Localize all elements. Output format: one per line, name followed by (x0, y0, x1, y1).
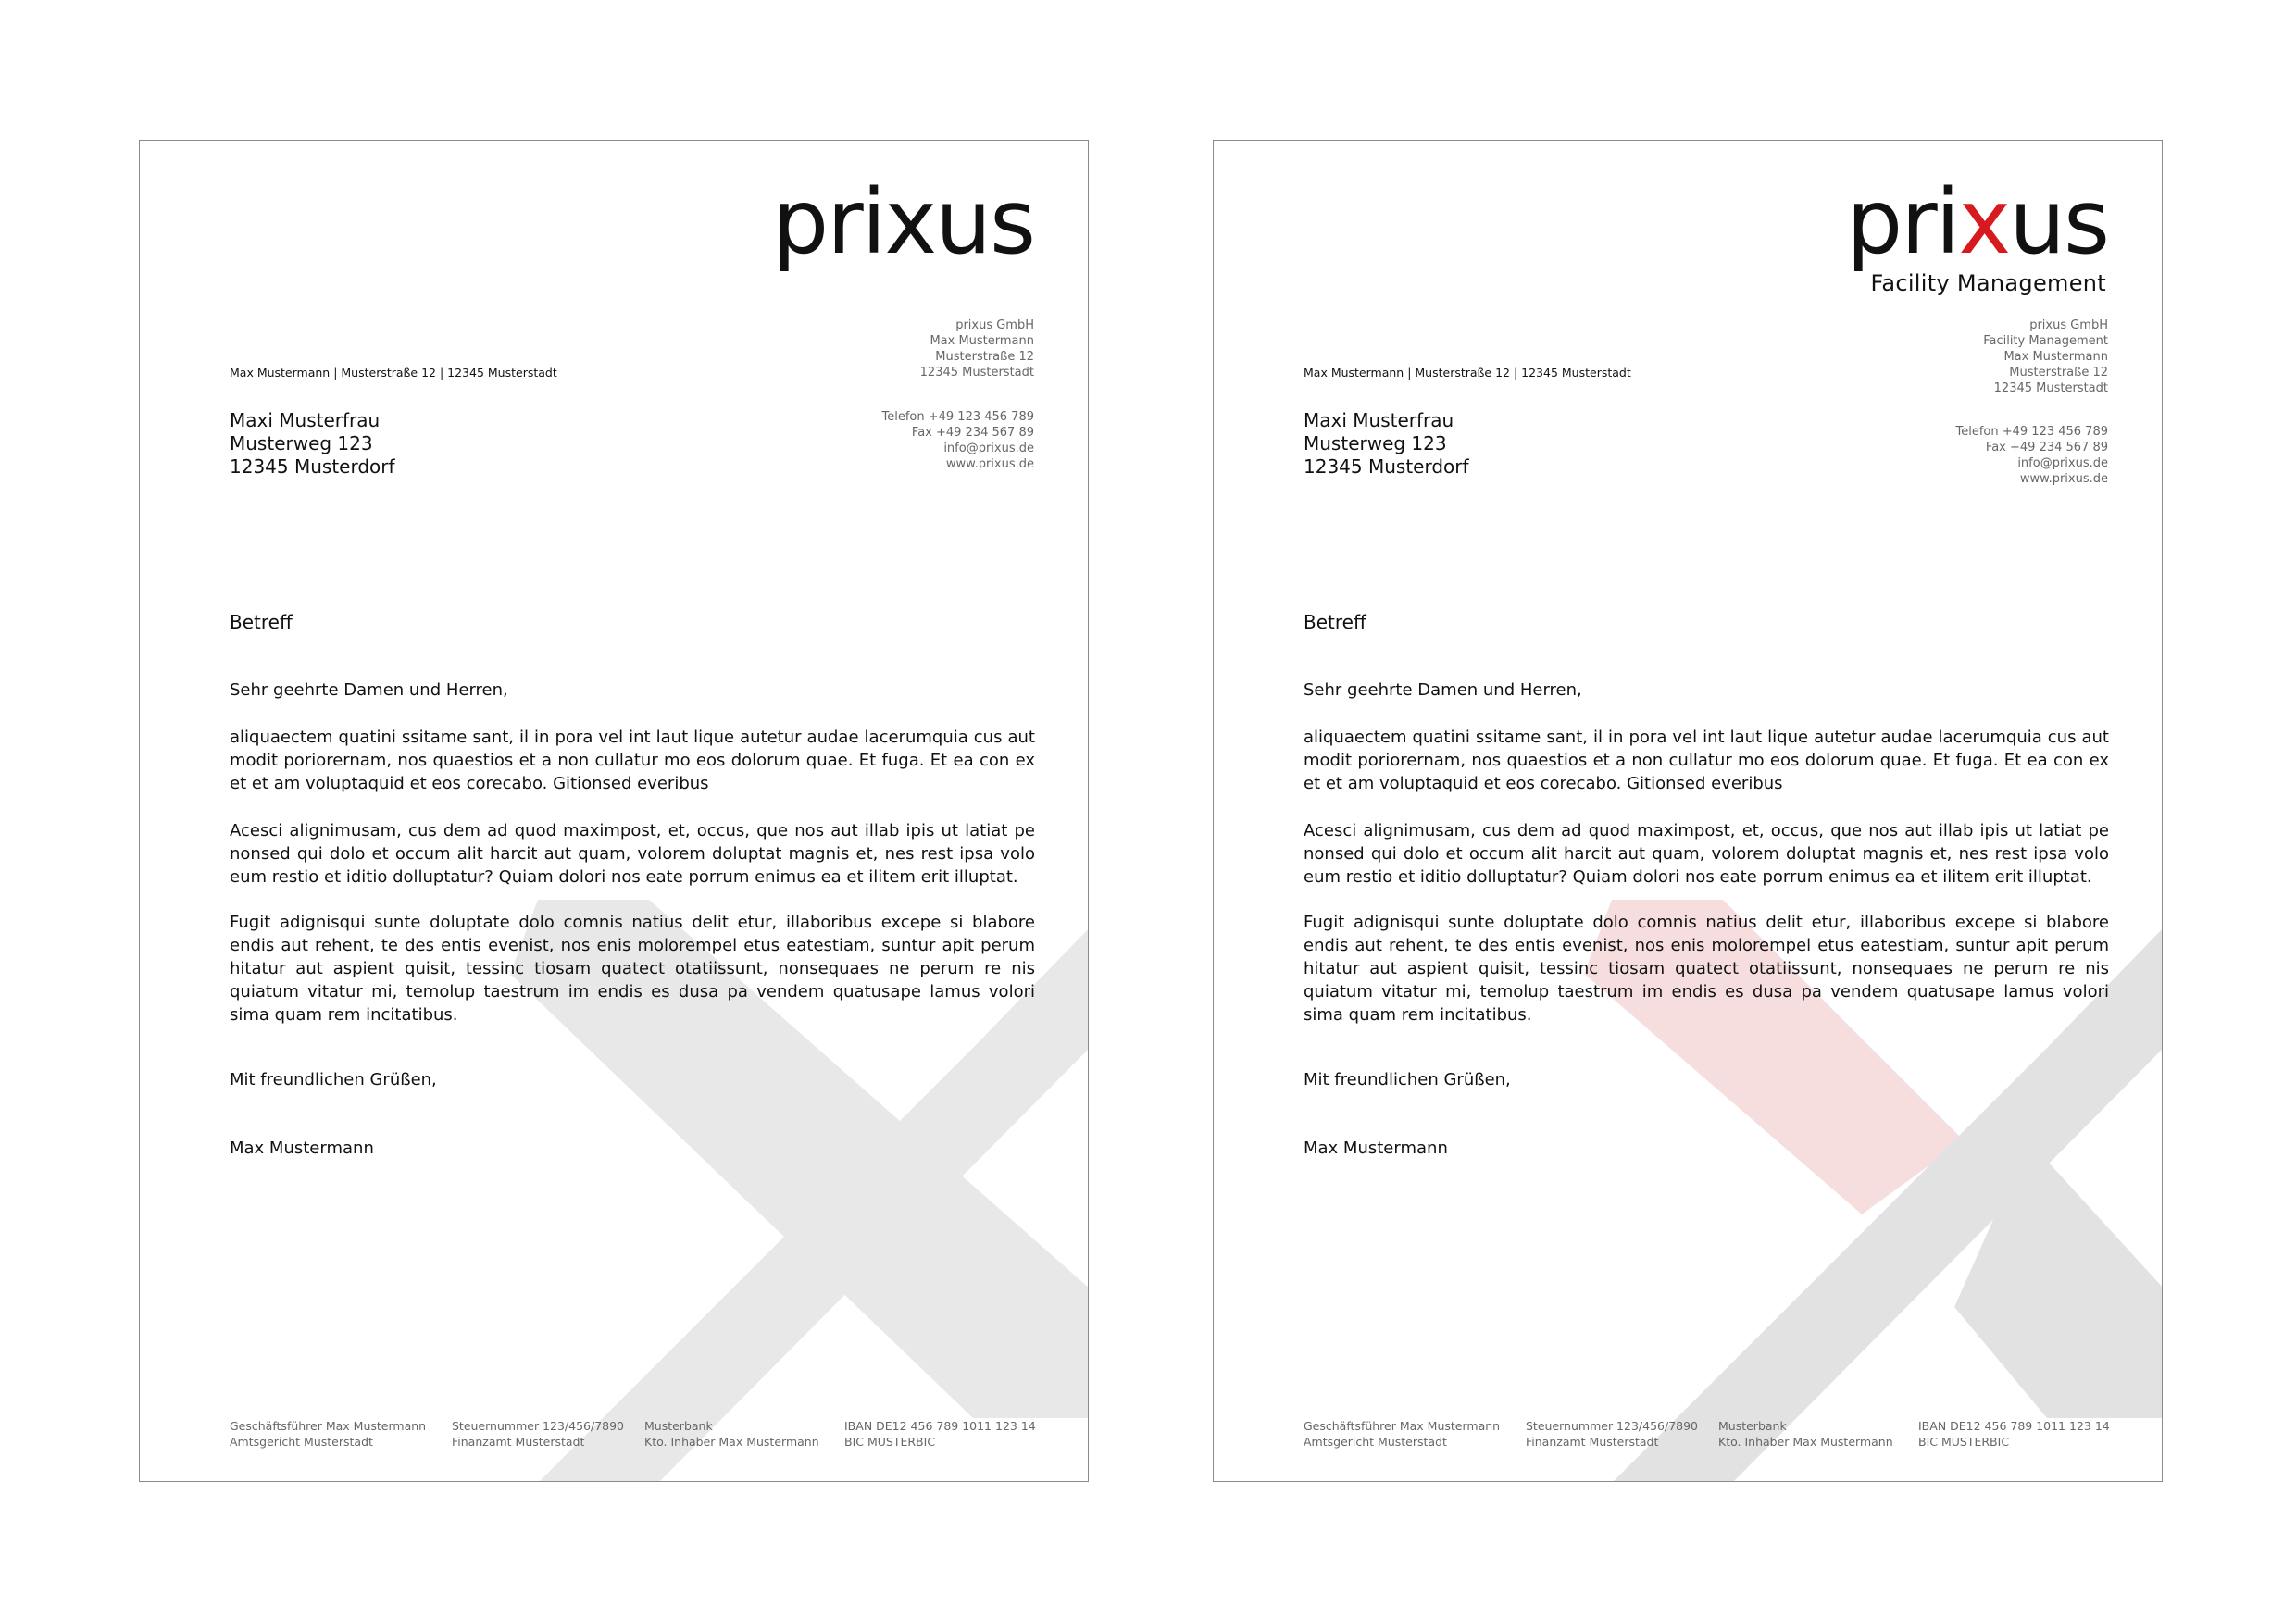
subject-line: Betreff (230, 611, 293, 633)
closing-line: Mit freundlichen Grüßen, (230, 1070, 437, 1089)
recipient-address: Maxi Musterfrau Musterweg 123 12345 Musterdorf (230, 409, 395, 478)
website-link[interactable]: www.prixus.de (2019, 472, 2108, 486)
body-paragraph: Fugit adignisqui sunte doluptate dolo comnis natius delit etur, illaboribus excepe si blabore endis aut rehent, te des entis evenist, nos enis molorempel etus eatestiam, suntur apit perum hitatur aut aspient quisit, tessinc tiosam quatect otatiissunt, nonsequaes ne perum re nis quiatum vitatur mi, temolup taestrum im endis es dusa pa vendem quatusape lamus volori sima quam rem incitatibus. (1304, 913, 2109, 1025)
salutation: Sehr geehrte Damen und Herren, (230, 680, 508, 700)
website-link[interactable]: www.prixus.de (945, 457, 1034, 471)
prixus-logo: prixus (772, 170, 1034, 274)
footer-management: Geschäftsführer Max Mustermann Amtsgericht Musterstadt (230, 1419, 427, 1449)
sender-contact: Telefon +49 123 456 789 Fax +49 234 567 89 info@prixus.de www.prixus.de (881, 410, 1034, 471)
prixus-logo: prixus (1846, 170, 2108, 274)
signature-name: Max Mustermann (230, 1139, 374, 1158)
footer-bank: Musterbank Kto. Inhaber Max Mustermann (644, 1419, 819, 1449)
body-paragraph: Acesci alignimusam, cus dem ad quod maximpost, et, occus, que nos aut illab ipis ut latiat pe nonsed qui dolo et occum alit harcit aut quam, volorem doluptat magnis et, nes rest ipsa volo eum restio et iditio dolluptatur? Quiam dolori nos eate porrum enimus ea et ilitem erit illuptat. (230, 821, 1035, 887)
sender-address: prixus GmbH Max Mustermann Musterstraße 12 12345 Musterstadt (919, 318, 1034, 380)
footer-iban: IBAN DE12 456 789 1011 123 14 BIC MUSTERBIC (1918, 1419, 2110, 1449)
footer-tax: Steuernummer 123/456/7890 Finanzamt Musterstadt (1526, 1419, 1699, 1449)
return-address-line: Max Mustermann | Musterstraße 12 | 12345 Musterstadt (230, 366, 557, 380)
letterhead-page-plain (139, 140, 1089, 1482)
footer-management: Geschäftsführer Max Mustermann Amtsgericht Musterstadt (1304, 1419, 1501, 1449)
signature-name: Max Mustermann (1304, 1139, 1448, 1158)
recipient-address: Maxi Musterfrau Musterweg 123 12345 Musterdorf (1304, 409, 1469, 478)
sender-contact: Telefon +49 123 456 789 Fax +49 234 567 89 info@prixus.de www.prixus.de (1955, 425, 2108, 486)
email-link[interactable]: info@prixus.de (2017, 456, 2108, 470)
subject-line: Betreff (1304, 611, 1366, 633)
footer-iban: IBAN DE12 456 789 1011 123 14 BIC MUSTERBIC (844, 1419, 1036, 1449)
body-paragraph: aliquaectem quatini ssitame sant, il in pora vel int laut lique autetur audae lacerumquia cus aut modit poriorernam, nos quaestios et a non cullatur mo eos dolorum quae. Et fuga. Et ea con ex et et am voluptaquid et eos corecabo. Gitionsed everibus (1304, 728, 2109, 793)
email-link[interactable]: info@prixus.de (943, 442, 1034, 455)
closing-line: Mit freundlichen Grüßen, (1304, 1070, 1511, 1089)
logo-subline: Facility Management (1870, 270, 2106, 296)
footer-tax: Steuernummer 123/456/7890 Finanzamt Musterstadt (452, 1419, 625, 1449)
body-paragraph: Acesci alignimusam, cus dem ad quod maximpost, et, occus, que nos aut illab ipis ut latiat pe nonsed qui dolo et occum alit harcit aut quam, volorem doluptat magnis et, nes rest ipsa volo eum restio et iditio dolluptatur? Quiam dolori nos eate porrum enimus ea et ilitem erit illuptat. (1304, 821, 2109, 887)
sender-address: prixus GmbH Facility Management Max Mustermann Musterstraße 12 12345 Musterstadt (1983, 318, 2108, 395)
body-paragraph: Fugit adignisqui sunte doluptate dolo comnis natius delit etur, illaboribus excepe si blabore endis aut rehent, te des entis evenist, nos enis molorempel etus eatestiam, suntur apit perum hitatur aut aspient quisit, tessinc tiosam quatect otatiissunt, nonsequaes ne perum re nis quiatum vitatur mi, temolup taestrum im endis es dusa pa vendem quatusape lamus volori sima quam rem incitatibus. (230, 913, 1035, 1025)
salutation: Sehr geehrte Damen und Herren, (1304, 680, 1582, 700)
footer-bank: Musterbank Kto. Inhaber Max Mustermann (1718, 1419, 1893, 1449)
body-paragraph: aliquaectem quatini ssitame sant, il in pora vel int laut lique autetur audae lacerumquia cus aut modit poriorernam, nos quaestios et a non cullatur mo eos dolorum quae. Et fuga. Et ea con ex et et am voluptaquid et eos corecabo. Gitionsed everibus (230, 728, 1035, 793)
letterhead-page-facility (1213, 140, 2163, 1482)
return-address-line: Max Mustermann | Musterstraße 12 | 12345 Musterstadt (1304, 366, 1631, 380)
